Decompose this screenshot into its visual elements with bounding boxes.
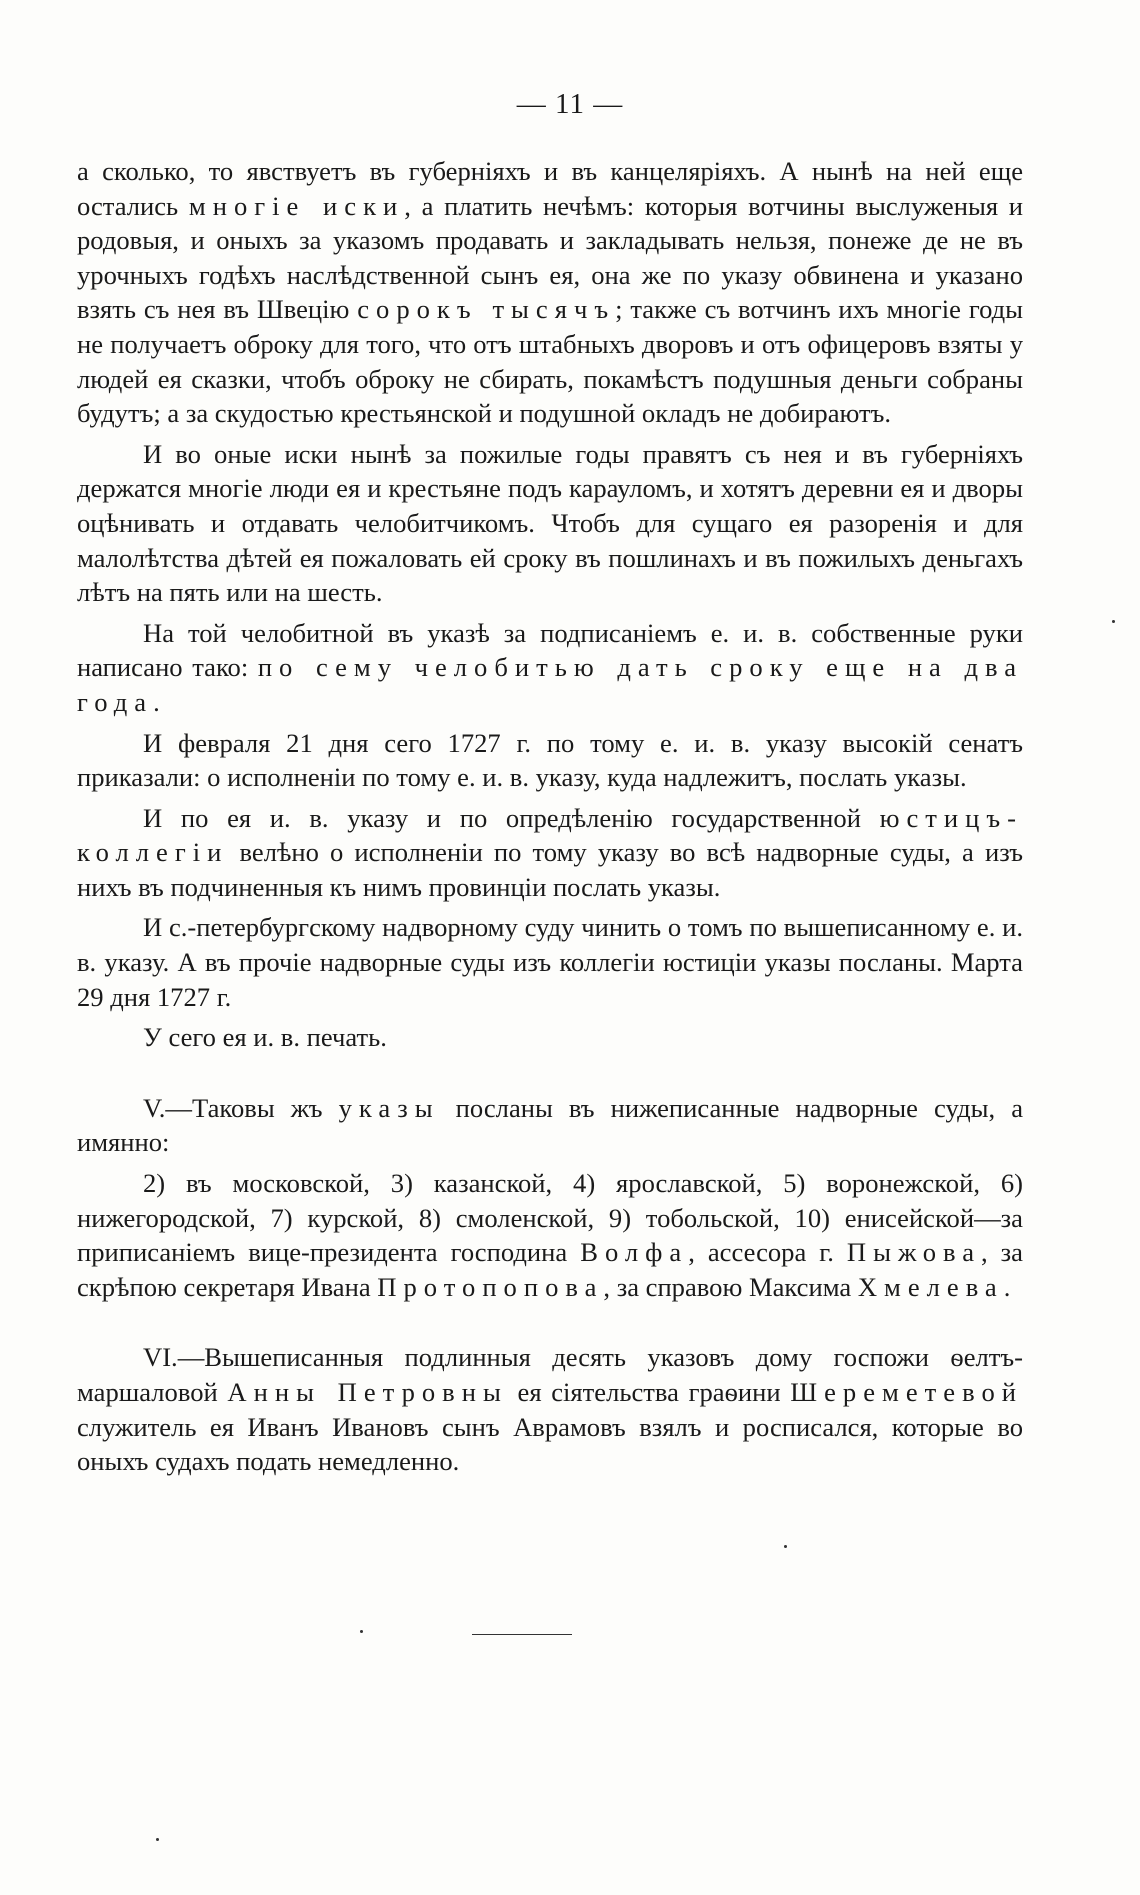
p1-spaced-1: многіе иски: [188, 190, 405, 221]
print-speck: [360, 1630, 363, 1633]
p9-name-khmelev: Хмелева: [857, 1271, 1004, 1302]
p5-a: И по ея и. в. указу и по опредѣленію государственной: [143, 802, 880, 833]
p3-spaced: по сему челобитью дать сроку еще на два года: [77, 652, 1023, 717]
p10-c: ея сіятельства граѳини: [507, 1377, 791, 1407]
p9-name-volf: Волфа: [580, 1237, 689, 1268]
p9-a: 2) въ московской, 3) казанской, 4) ярославской, 5) воронежской, 6) нижегородской, 7) курской, 8) смоленской, 9) тобольской, 10) енисейской—за приписаніемъ вице-президента господина: [77, 1168, 1023, 1268]
p9-e: , за скрѣпою секретаря Ивана: [77, 1237, 1023, 1302]
paragraph-5: [77, 801, 1023, 905]
end-rule: [472, 1634, 572, 1635]
print-speck: [784, 1545, 787, 1548]
paragraph-10: [77, 1340, 1023, 1478]
p1-e: ; также съ вотчинъ ихъ многіе годы не получаетъ оброку для того, что отъ штабныхъ дворовъ и отъ офицеровъ взяты у людей ея сказки, чтобъ оброку не сбирать, покамѣстъ подушныя деньги собраны будутъ; а за скудостью крестьянской и подушной окладъ не добираютъ.: [77, 294, 1023, 429]
p9-name-pyzhov: Пыжова: [846, 1237, 981, 1268]
p1-spaced-2: сорокъ тысячъ: [357, 294, 616, 325]
paragraph-4: И февраля 21 дня сего 1727 г. по тому е. и. в. указу высокій сенатъ приказали: о исполненіи по тому е. и. в. указу, куда надлежитъ, послать указы.: [77, 727, 1023, 793]
p8-spaced: указы: [338, 1092, 440, 1123]
p8-a: V.—Таковы жъ: [143, 1092, 339, 1123]
p1-a: а сколько, то явствуетъ въ губерніяхъ и въ канцеляріяхъ. А нынѣ на ней еще остались: [77, 156, 1023, 221]
p10-e: служитель ея Иванъ Ивановъ сынъ Аврамовъ взялъ и росписался, которые во оныхъ судахъ подать немедленно.: [77, 1411, 1023, 1477]
p5-c: велѣно о исполненіи по тому указу во всѣ надворные суды, а изъ нихъ въ подчиненныя къ нимъ провинціи послать указы.: [77, 837, 1023, 902]
page-number: — 11 —: [516, 88, 624, 120]
paragraph-2: И во оные иски нынѣ за пожилые годы правятъ съ нея и въ губерніяхъ держатся многіе люди ея и крестьяне подъ карауломъ, и хотятъ деревни ея и дворы оцѣнивать и отдавать челобитчикомъ. Чтобъ для сущаго ея разоренія и для малолѣтства дѣтей ея пожаловать ей сроку въ пошлинахъ и въ пожилыхъ деньгахъ лѣтъ на пять или на шесть.: [77, 438, 1023, 608]
paragraph-1: [77, 154, 1023, 431]
p10-name-sheremeteva: Шереметевой: [790, 1377, 1023, 1407]
p8-c: посланы въ нижеписанные надворные суды, а имянно:: [77, 1092, 1023, 1158]
paragraph-9: [77, 1166, 1023, 1304]
p9-g: , за справою Максима: [603, 1271, 858, 1302]
p10-name-anna: Анны Петровны: [227, 1377, 508, 1407]
p5-spaced: юстицъ-коллегіи: [77, 802, 1023, 868]
print-speck: [156, 1838, 159, 1841]
paragraph-6: И с.-петербургскому надворному суду чинить о томъ по вышеписанному е. и. в. указу. А въ прочіе надворные суды изъ коллегіи юстиціи указы посланы. Марта 29 дня 1727 г.: [77, 912, 1023, 1012]
p10-a: VI.—Вышеписанныя подлинныя десять указовъ дому госпожи ѳелтъ-маршаловой: [77, 1342, 1023, 1407]
paragraph-3: [77, 616, 1023, 720]
p3-a: На той челобитной въ указѣ за подписаніемъ е. и. в. собственные руки написано тако:: [77, 617, 1023, 683]
paragraph-7: У сего ея и. в. печать.: [143, 1022, 387, 1053]
print-speck: [1112, 620, 1115, 623]
body-text: [77, 154, 1023, 1479]
paragraph-8: [77, 1091, 1023, 1160]
p3-c: .: [153, 686, 160, 717]
p9-c: , ассесора г.: [688, 1237, 847, 1268]
p1-c: , а платить нечѣмъ: которыя вотчины выслуженыя и родовыя, и оныхъ за указомъ продавать и закладывать нельзя, понеже де не въ урочныхъ годѣхъ наслѣдственной сынъ ея, она же по указу обвинена и указано взять съ нея въ Швецію: [77, 190, 1023, 325]
p9-i: .: [1003, 1271, 1011, 1302]
p9-name-protopopov: Протопопова: [377, 1271, 604, 1302]
